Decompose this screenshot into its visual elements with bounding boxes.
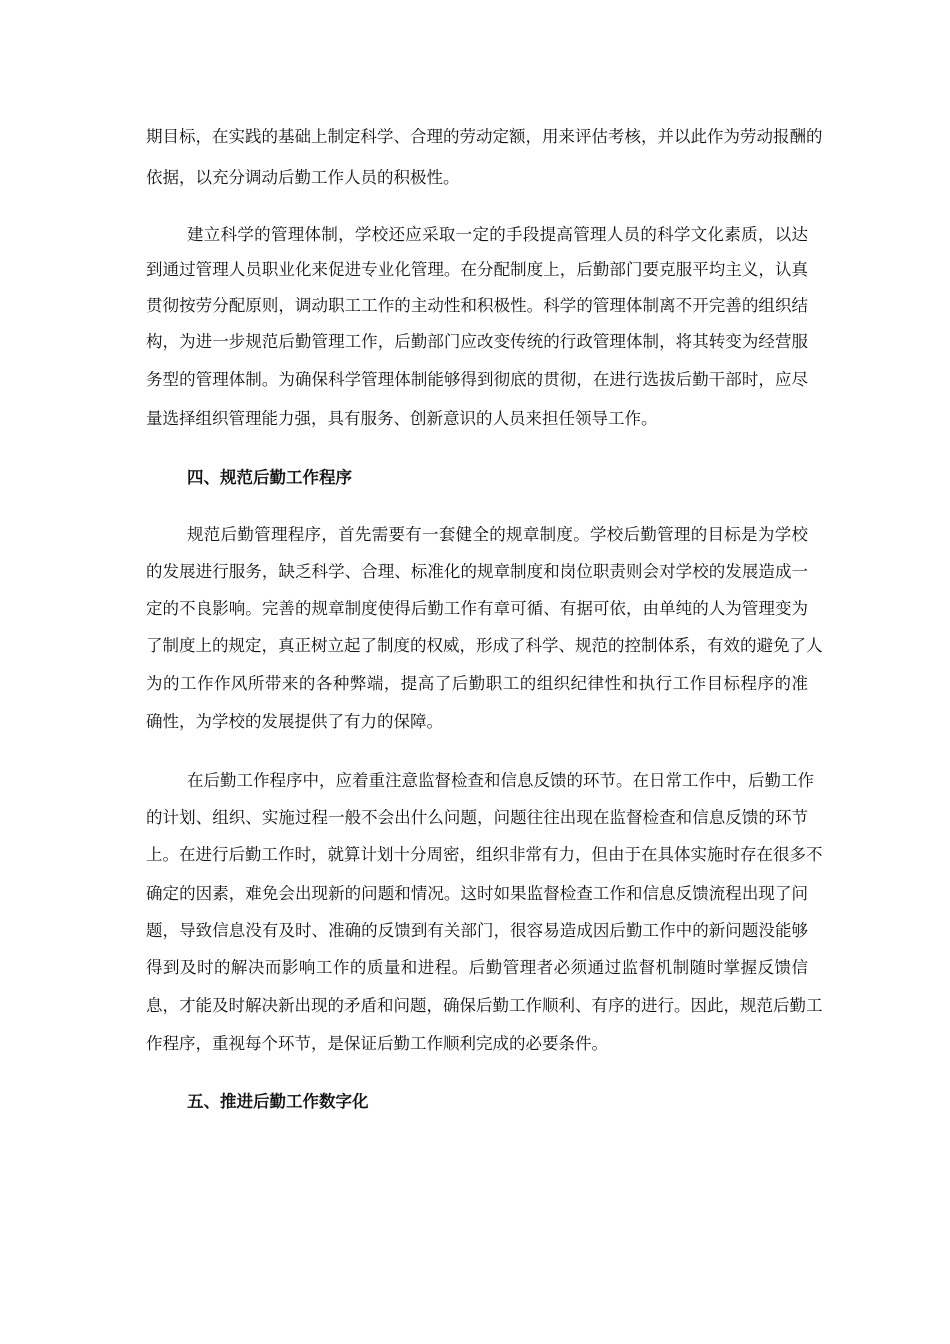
text-line: 规范后勤管理程序，首先需要有一套健全的规章制度。学校后勤管理的目标是为学校 bbox=[187, 525, 808, 544]
text-line: 得到及时的解决而影响工作的质量和进程。后勤管理者必须通过监督机制随时掌握反馈信 bbox=[146, 958, 808, 977]
section-heading: 四、规范后勤工作程序 bbox=[187, 468, 352, 487]
text-line: 上。在进行后勤工作时，就算计划十分周密，组织非常有力，但由于在具体实施时存在很多不 bbox=[146, 845, 823, 864]
text-line: 定的不良影响。完善的规章制度使得后勤工作有章可循、有据可依，由单纯的人为管理变为 bbox=[146, 599, 808, 618]
text-line: 作程序，重视每个环节，是保证后勤工作顺利完成的必要条件。 bbox=[146, 1034, 608, 1053]
text-line: 在后勤工作程序中，应着重注意监督检查和信息反馈的环节。在日常工作中，后勤工作 bbox=[187, 771, 814, 790]
text-line: 到通过管理人员职业化来促进专业化管理。在分配制度上，后勤部门要克服平均主义，认真 bbox=[146, 260, 808, 279]
text-line: 期目标，在实践的基础上制定科学、合理的劳动定额，用来评估考核，并以此作为劳动报酬的 bbox=[146, 127, 823, 146]
text-line: 依据，以充分调动后勤工作人员的积极性。 bbox=[146, 168, 460, 187]
text-line: 为的工作作风所带来的各种弊端，提高了后勤职工的组织纪律性和执行工作目标程序的准 bbox=[146, 674, 808, 693]
text-line: 量选择组织管理能力强，具有服务、创新意识的人员来担任领导工作。 bbox=[146, 409, 658, 428]
text-line: 的发展进行服务，缺乏科学、合理、标准化的规章制度和岗位职责则会对学校的发展造成一 bbox=[146, 562, 808, 581]
text-line: 了制度上的规定，真正树立起了制度的权威，形成了科学、规范的控制体系，有效的避免了人 bbox=[146, 636, 823, 655]
text-line: 构，为进一步规范后勤管理工作，后勤部门应改变传统的行政管理体制，将其转变为经营服 bbox=[146, 332, 808, 351]
text-line: 的计划、组织、实施过程一般不会出什么问题，问题往往出现在监督检查和信息反馈的环节 bbox=[146, 808, 808, 827]
text-line: 确性，为学校的发展提供了有力的保障。 bbox=[146, 712, 443, 731]
text-line: 题，导致信息没有及时、准确的反馈到有关部门，很容易造成因后勤工作中的新问题没能够 bbox=[146, 921, 808, 940]
text-line: 建立科学的管理体制，学校还应采取一定的手段提高管理人员的科学文化素质，以达 bbox=[187, 225, 808, 244]
section-heading: 五、推进后勤工作数字化 bbox=[187, 1092, 369, 1111]
text-line: 确定的因素，难免会出现新的问题和情况。这时如果监督检查工作和信息反馈流程出现了问 bbox=[146, 884, 808, 903]
text-line: 息，才能及时解决新出现的矛盾和问题，确保后勤工作顺利、有序的进行。因此，规范后勤工 bbox=[146, 996, 823, 1015]
text-line: 贯彻按劳分配原则，调动职工工作的主动性和积极性。科学的管理体制离不开完善的组织结 bbox=[146, 296, 808, 315]
text-line: 务型的管理体制。为确保科学管理体制能够得到彻底的贯彻，在进行选拔后勤干部时，应尽 bbox=[146, 370, 808, 389]
